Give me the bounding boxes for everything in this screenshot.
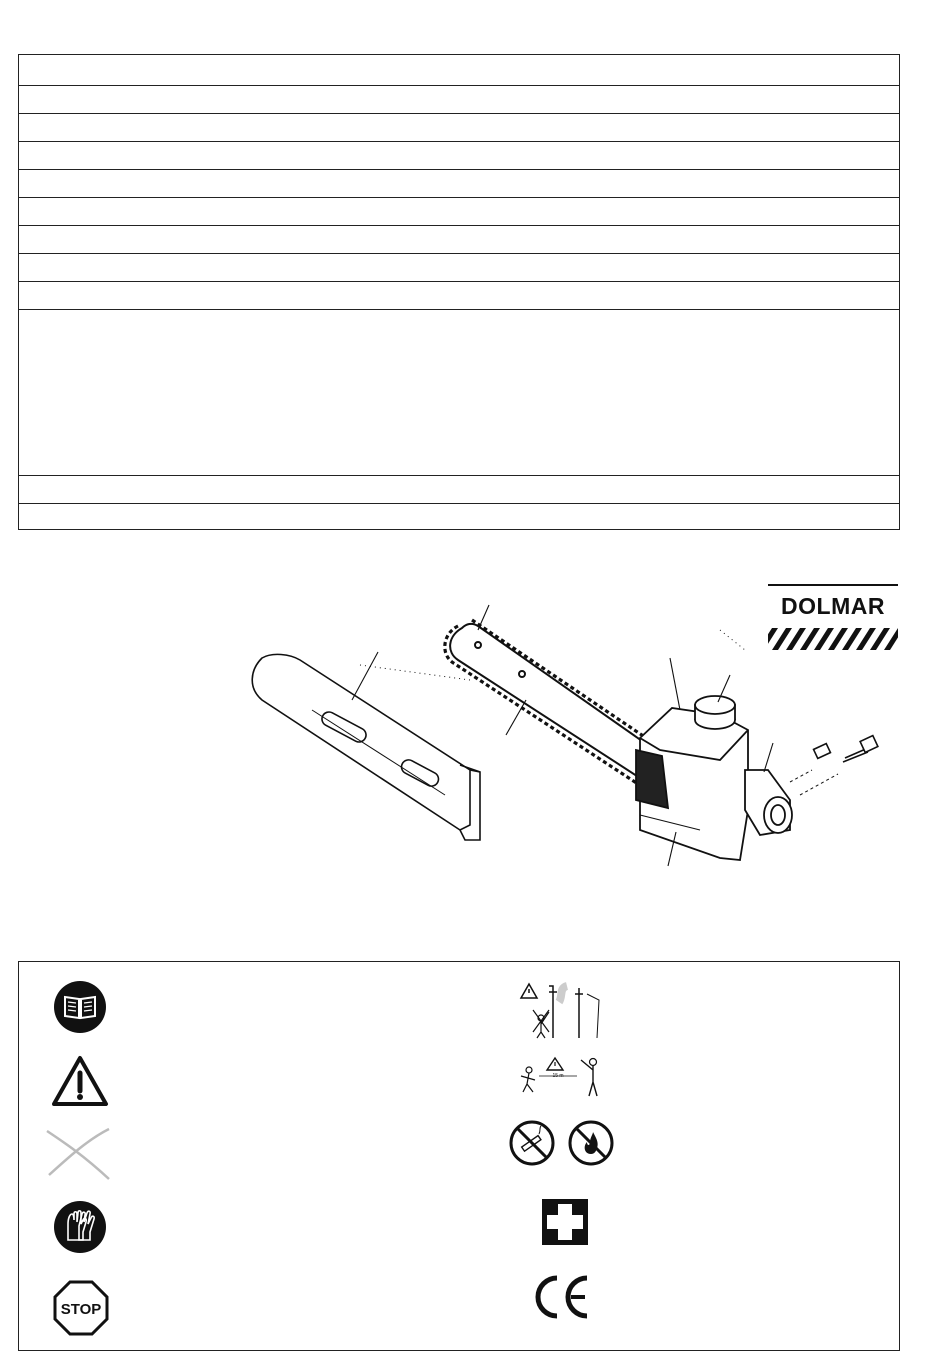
gear-housing	[636, 708, 748, 860]
no-open-flame-icon	[568, 1120, 614, 1166]
table-row	[19, 503, 899, 504]
table-row	[19, 113, 899, 114]
keep-distance-icon	[515, 1052, 611, 1100]
brand-logo	[768, 584, 898, 652]
distance-label: 15 m	[552, 1073, 564, 1079]
table-row	[19, 253, 899, 254]
clamp	[745, 770, 792, 835]
logo-rule	[768, 584, 898, 586]
table-row	[19, 475, 899, 476]
table-row	[19, 85, 899, 86]
ce-mark-icon	[529, 1272, 599, 1322]
no-smoking-icon	[509, 1120, 555, 1166]
first-aid-icon	[542, 1199, 588, 1245]
spec-table	[18, 54, 900, 530]
safety-symbols-panel	[18, 961, 900, 1351]
oil-tank-cap	[695, 696, 735, 729]
power-line-danger-icon	[519, 980, 605, 1040]
brand-name: DOLMAR	[781, 593, 885, 619]
mounting-bolts	[790, 736, 878, 795]
wear-gloves-icon	[53, 1200, 107, 1254]
table-row	[19, 281, 899, 282]
table-row	[19, 169, 899, 170]
table-row	[19, 309, 899, 310]
bar-cover	[252, 654, 480, 840]
stop-sign-icon	[53, 1280, 109, 1336]
warning-triangle-icon	[51, 1055, 109, 1107]
stop-sign-label: STOP	[60, 1301, 102, 1318]
prohibited-cross-icon	[43, 1125, 113, 1181]
read-manual-icon	[53, 980, 107, 1034]
logo-hatch	[768, 628, 898, 650]
table-row	[19, 197, 899, 198]
table-row	[19, 141, 899, 142]
guide-bar-and-chain	[445, 620, 658, 784]
table-row	[19, 225, 899, 226]
